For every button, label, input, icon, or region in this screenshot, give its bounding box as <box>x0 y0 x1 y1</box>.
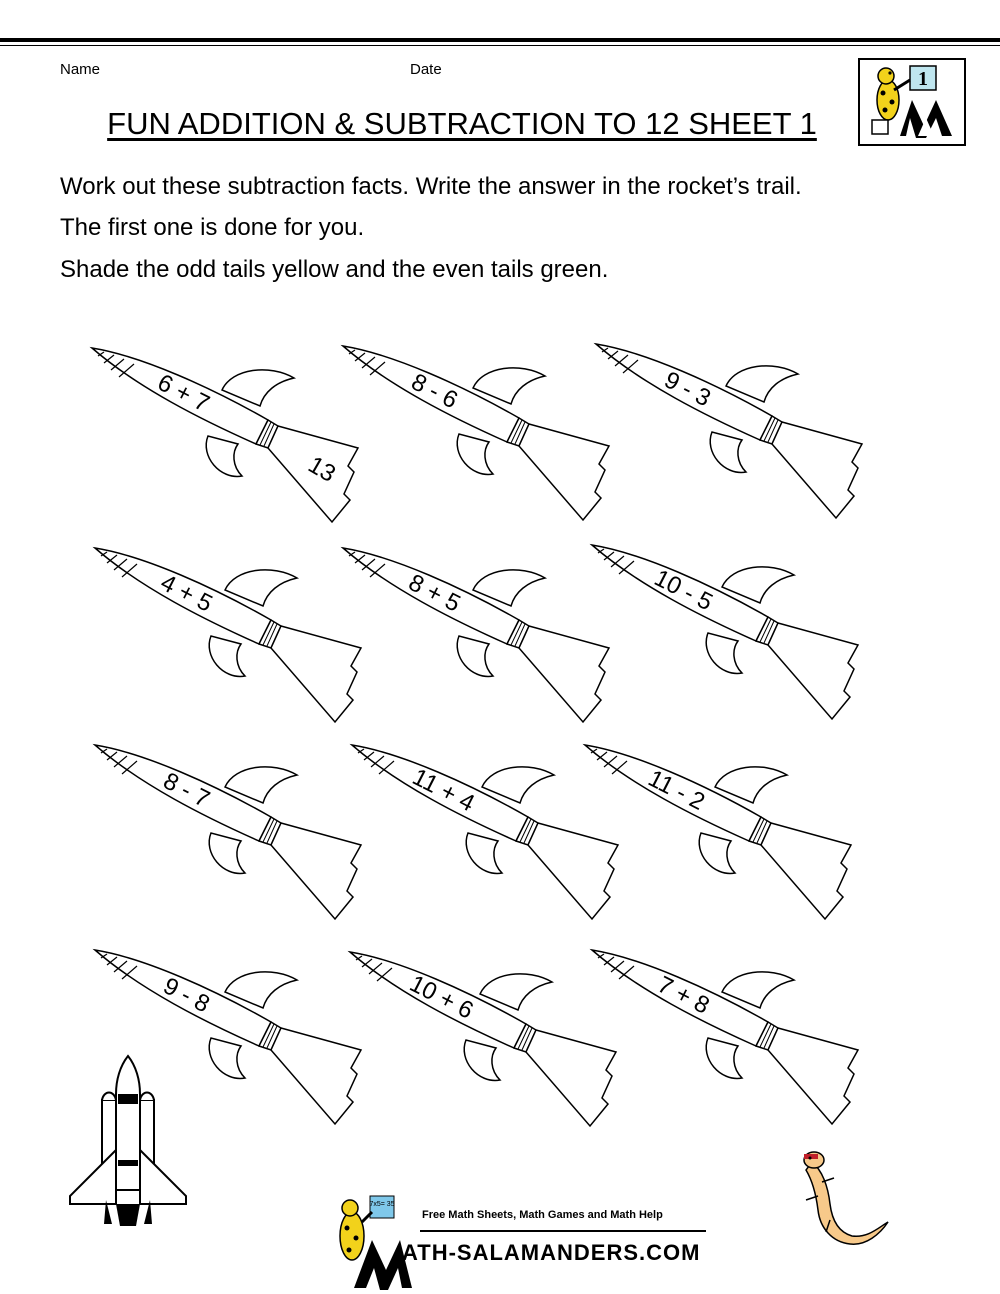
rocket-4 <box>95 548 361 722</box>
rocket-11-problem: 10 + 6 <box>405 969 478 1025</box>
rocket-1-problem: 6 + 7 <box>153 369 214 418</box>
rocket-9-problem: 11 - 2 <box>643 764 710 816</box>
instruction-line-2: The first one is done for you. <box>60 214 365 241</box>
rocket-7 <box>95 745 361 919</box>
instruction-line-1: Work out these subtraction facts. Write the answer in the rocket’s trail. <box>60 173 802 200</box>
rocket-10-problem: 9 - 8 <box>158 972 214 1019</box>
rocket-2-problem: 8 - 6 <box>406 368 462 415</box>
salamander-mascot-icon <box>804 1152 888 1244</box>
rocket-5 <box>343 548 609 722</box>
rocket-8 <box>352 745 618 919</box>
rocket-7-problem: 8 - 7 <box>158 767 214 814</box>
rocket-1 <box>92 348 358 522</box>
rocket-6 <box>592 545 858 719</box>
rocket-4-problem: 4 + 5 <box>156 569 217 618</box>
rocket-9 <box>585 745 851 919</box>
footer-badge-text: 7x5= 35 <box>369 1201 395 1208</box>
rocket-6-problem: 10 - 5 <box>649 564 717 617</box>
date-label: Date <box>410 61 442 78</box>
grade-badge: 1 <box>918 68 928 90</box>
rocket-12 <box>592 950 858 1124</box>
rocket-12-problem: 7 + 8 <box>653 971 714 1020</box>
rocket-8-problem: 11 + 4 <box>408 763 479 818</box>
rocket-11 <box>350 952 616 1126</box>
rocket-2 <box>343 346 609 520</box>
page-title: FUN ADDITION & SUBTRACTION TO 12 SHEET 1 <box>107 106 817 141</box>
rocket-3 <box>596 344 862 518</box>
footer-brand[interactable]: ATH-SALAMANDERS.COM <box>402 1240 701 1265</box>
rocket-3-problem: 9 - 3 <box>659 366 715 413</box>
space-shuttle-icon <box>70 1056 186 1226</box>
rocket-5-problem: 8 + 5 <box>404 569 465 618</box>
name-label: Name <box>60 61 101 78</box>
rocket-1-answer[interactable]: 13 <box>303 451 341 488</box>
footer-rule <box>420 1230 706 1232</box>
instruction-line-3: Shade the odd tails yellow and the even tails green. <box>60 256 609 283</box>
footer-tagline: Free Math Sheets, Math Games and Math Help <box>422 1209 663 1221</box>
